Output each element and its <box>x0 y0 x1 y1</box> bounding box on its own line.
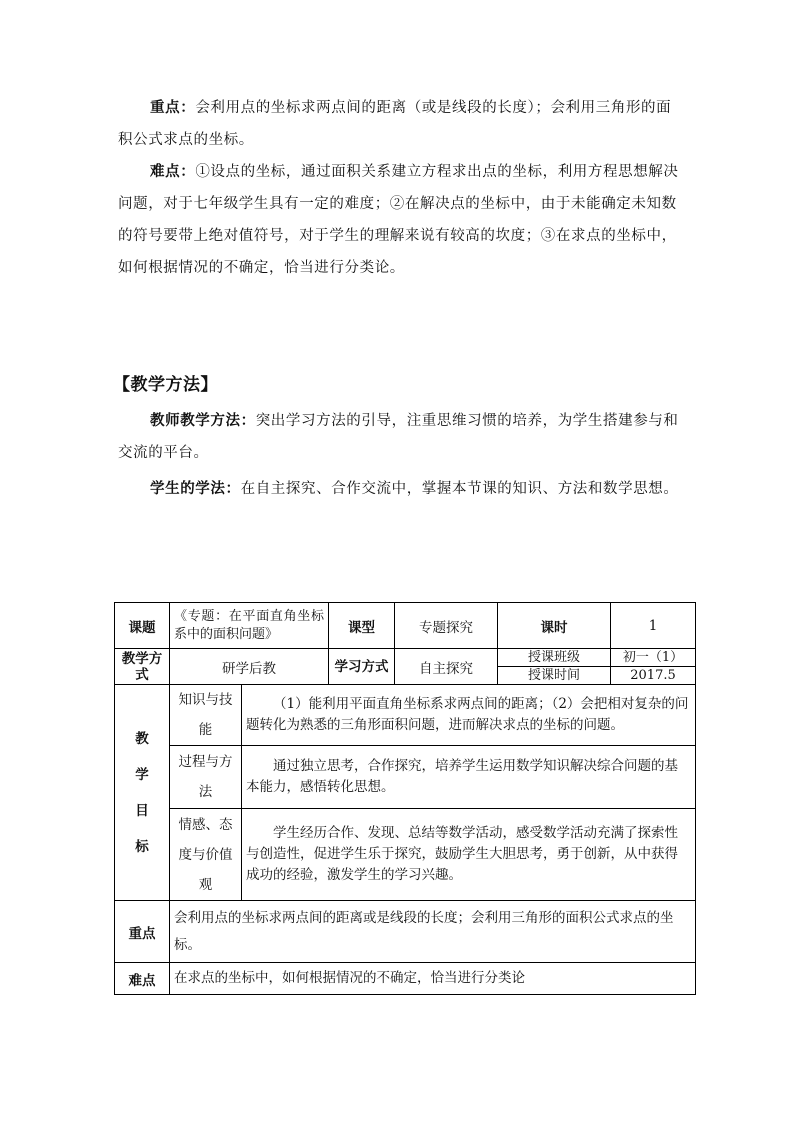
topic-label: 课题 <box>115 603 170 649</box>
key-value: 会利用点的坐标求两点间的距离或是线段的长度；会利用三角形的面积公式求点的坐标。 <box>170 901 696 963</box>
goal-text-attitude: 学生经历合作、发现、总结等数学活动，感受数学活动充满了探索性与创造性，促进学生乐于探究，鼓励学生大胆思考，勇于创新，从中获得成功的经验，激发学生的学习兴趣。 <box>242 809 696 901</box>
methods-heading: 【教学方法】 <box>113 375 218 395</box>
table-row <box>115 809 696 901</box>
type-value: 专题探究 <box>395 603 498 649</box>
table-row <box>115 901 696 963</box>
type-label: 课型 <box>329 603 395 649</box>
goals-label-char: 目 <box>135 802 149 819</box>
teach-method-value: 研学后教 <box>170 649 329 685</box>
student-method-paragraph <box>118 473 680 505</box>
goal-name-attitude: 情感、态度与价值观 <box>170 809 242 901</box>
lesson-plan-table <box>114 602 696 995</box>
goal-text-process: 通过独立思考，合作探究，培养学生运用数学知识解决综合问题的基本能力，感悟转化思想。 <box>242 746 696 809</box>
table-row <box>115 685 696 746</box>
goals-label <box>115 685 170 901</box>
teacher-method-text: 突出学习方法的引导，注重思维习惯的培养，为学生搭建参与和交流的平台。 <box>118 413 679 461</box>
teacher-method-label: 教师教学方法： <box>150 413 256 429</box>
table-row <box>115 746 696 809</box>
hours-value: 1 <box>611 603 696 649</box>
difficulties-label: 难点： <box>150 164 196 180</box>
goals-label-char: 学 <box>135 766 149 783</box>
table-row <box>115 963 696 995</box>
teach-method-label: 教学方式 <box>115 649 170 685</box>
difficulties-text: ①设点的坐标，通过面积关系建立方程求出点的坐标，利用方程思想解决问题，对于七年级学生具有一定的难度；②在解决点的坐标中，由于未能确定未知数的符号要带上绝对值符号，对于学生的理解来说有较高的坎度；③在求点的坐标中，如何根据情况的不确定，恰当进行分类论。 <box>118 164 679 276</box>
learn-method-value: 自主探究 <box>395 649 498 685</box>
class-label: 授课班级 <box>498 649 611 667</box>
goal-text-knowledge: （1）能利用平面直角坐标系求两点间的距离；（2）会把相对复杂的问题转化为熟悉的三角形面积问题，进而解决求点的坐标的问题。 <box>242 685 696 746</box>
difficulties-paragraph <box>118 156 680 284</box>
key-label: 重点 <box>115 901 170 963</box>
topic-value: 《专题：在平面直角坐标系中的面积问题》 <box>170 603 329 649</box>
student-method-text: 在自主探究、合作交流中，掌握本节课的知识、方法和数学思想。 <box>240 481 679 497</box>
goal-name-process: 过程与方法 <box>170 746 242 809</box>
table-row <box>115 649 696 667</box>
class-value: 初一（1） <box>611 649 696 667</box>
table-row <box>115 603 696 649</box>
time-value: 2017.5 <box>611 667 696 685</box>
student-method-label: 学生的学法： <box>150 481 241 497</box>
teacher-method-paragraph <box>118 405 680 469</box>
key-points-label: 重点： <box>150 100 196 116</box>
key-points-paragraph <box>118 92 680 156</box>
key-points-text: 会利用点的坐标求两点间的距离（或是线段的长度）；会利用三角形的面积公式求点的坐标。 <box>118 100 672 148</box>
goals-label-char: 标 <box>135 838 149 855</box>
hours-label: 课时 <box>498 603 611 649</box>
goal-name-knowledge: 知识与技能 <box>170 685 242 746</box>
difficulty-label: 难点 <box>115 963 170 995</box>
time-label: 授课时间 <box>498 667 611 685</box>
learn-method-label: 学习方式 <box>329 649 395 685</box>
goals-label-char: 教 <box>135 730 149 747</box>
difficulty-value: 在求点的坐标中，如何根据情况的不确定，恰当进行分类论 <box>170 963 696 995</box>
